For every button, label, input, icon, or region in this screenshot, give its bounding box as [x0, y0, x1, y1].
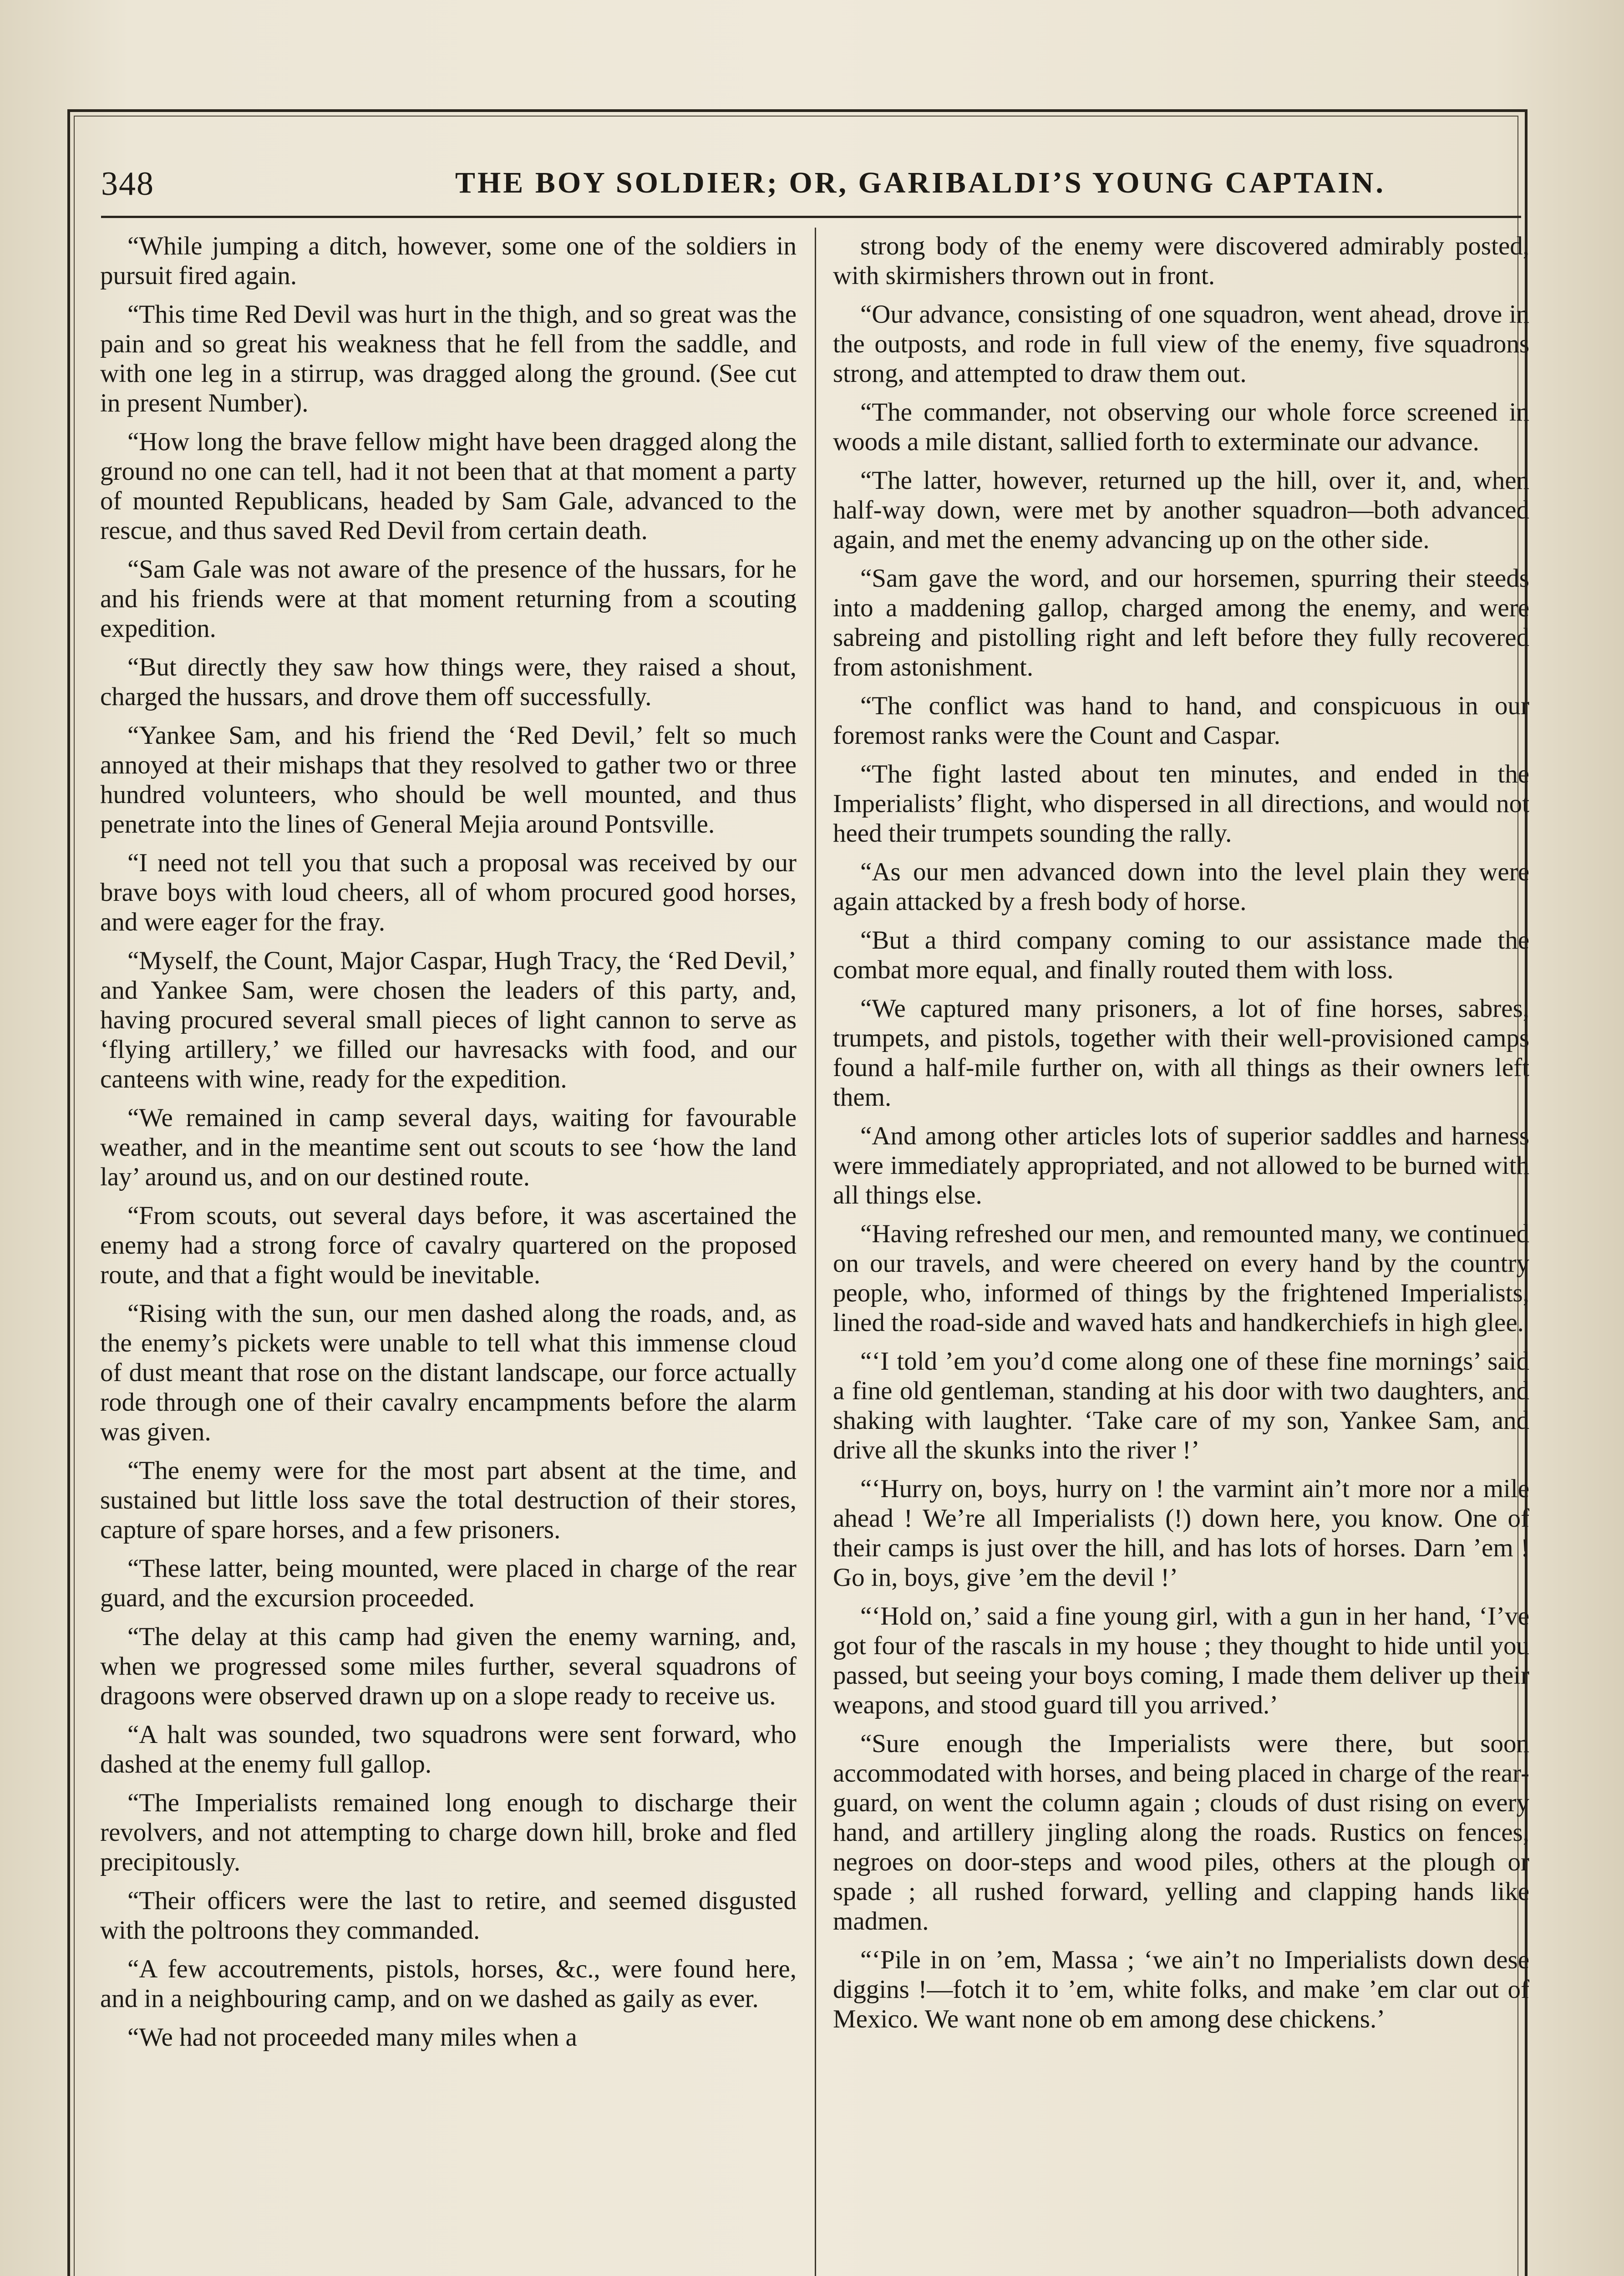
paragraph: “The enemy were for the most part absent at the time, and sustained but little loss save the total destruction of their stores, capture of spare horses, and a few prisoners.: [100, 1456, 797, 1544]
page-number: 348: [101, 165, 154, 203]
paragraph: “We remained in camp several days, waiting for favourable weather, and in the meantime sent out scouts to see ‘how the land lay’ around us, and on our destined route.: [100, 1103, 797, 1191]
paragraph: “Myself, the Count, Major Caspar, Hugh Tracy, the ‘Red Devil,’ and Yankee Sam, were chosen the leaders of this party, and, having procured several small pieces of light cannon to serve as ‘flying artillery,’ we filled our havresacks with food, and our canteens with wine, ready for the expedition.: [100, 946, 797, 1093]
paragraph: “‘I told ’em you’d come along one of these fine mornings’ said a fine old gentleman, standing at his door with two daughters, and shaking with laughter. ‘Take care of my son, Yankee Sam, and drive all the skunks into the river !’: [833, 1347, 1529, 1464]
paragraph: strong body of the enemy were discovered admirably posted, with skirmishers thrown out in front.: [833, 232, 1529, 290]
paragraph: “Yankee Sam, and his friend the ‘Red Devil,’ felt so much annoyed at their mishaps that they resolved to gather two or three hundred volunteers, who should be well mounted, and thus penetrate into the lines of General Mejia around Pontsville.: [100, 721, 797, 838]
paragraph: “‘Hurry on, boys, hurry on ! the varmint ain’t more nor a mile ahead ! We’re all Imperialists (!) down here, you know. One of their camps is just over the hill, and has lots of horses. Darn ’em ! Go in, boys, give ’em the devil !’: [833, 1474, 1529, 1592]
paragraph: “Sure enough the Imperialists were there, but soon accommodated with horses, and being placed in charge of the rear-guard, on went the column again ; clouds of dust rising on every hand, and artillery jingling along the roads. Rustics on fences, negroes on door-steps and wood piles, others at the plough or spade ; all rushed forward, yelling and clapping hands like madmen.: [833, 1729, 1529, 1936]
header-rule: [101, 216, 1521, 218]
paragraph: “The fight lasted about ten minutes, and ended in the Imperialists’ flight, who dispersed in all directions, and would not heed their trumpets sounding the rally.: [833, 760, 1529, 848]
paragraph: “Our advance, consisting of one squadron, went ahead, drove in the outposts, and rode in full view of the enemy, five squadrons strong, and attempted to draw them out.: [833, 300, 1529, 388]
left-column: [100, 231, 797, 2276]
paragraph: “I need not tell you that such a proposal was received by our brave boys with loud cheers, all of whom procured good horses, and were eager for the fray.: [100, 848, 797, 936]
column-divider: [815, 228, 816, 2276]
paragraph: “We captured many prisoners, a lot of fine horses, sabres, trumpets, and pistols, together with their well-provisioned camps found a half-mile further on, with all things as their owners left them.: [833, 994, 1529, 1112]
right-column: [833, 231, 1529, 2276]
paragraph: “Sam Gale was not aware of the presence of the hussars, for he and his friends were at that moment returning from a scouting expedition.: [100, 555, 797, 643]
paragraph: “These latter, being mounted, were placed in charge of the rear guard, and the excursion proceeded.: [100, 1554, 797, 1612]
running-title: THE BOY SOLDIER; OR, GARIBALDI’S YOUNG CAPTAIN.: [455, 166, 1386, 199]
paragraph: “A halt was sounded, two squadrons were sent forward, who dashed at the enemy full gallop.: [100, 1720, 797, 1778]
paragraph: “The delay at this camp had given the enemy warning, and, when we progressed some miles further, several squadrons of dragoons were observed drawn up on a slope ready to receive us.: [100, 1622, 797, 1710]
paragraph: “The Imperialists remained long enough to discharge their revolvers, and not attempting to charge down hill, broke and fled precipitously.: [100, 1788, 797, 1876]
paragraph: “This time Red Devil was hurt in the thigh, and so great was the pain and so great his weakness that he fell from the saddle, and with one leg in a stirrup, was dragged along the ground. (See cut in present Number).: [100, 300, 797, 417]
paragraph: “As our men advanced down into the level plain they were again attacked by a fresh body of horse.: [833, 858, 1529, 916]
paragraph: “‘Pile in on ’em, Massa ; ‘we ain’t no Imperialists down dese diggins !—fotch it to ’em, white folks, and make ’em clar out of Mexico. We want none ob em among dese chickens.’: [833, 1946, 1529, 2033]
paragraph: “We had not proceeded many miles when a: [127, 2023, 577, 2052]
paragraph: “And among other articles lots of superior saddles and harness were immediately appropriated, and not allowed to be burned with all things else.: [833, 1122, 1529, 1209]
paragraph: “While jumping a ditch, however, some one of the soldiers in pursuit fired again.: [100, 232, 797, 290]
paragraph: “The conflict was hand to hand, and conspicuous in our foremost ranks were the Count and Caspar.: [833, 691, 1529, 750]
paragraph: “But directly they saw how things were, they raised a shout, charged the hussars, and drove them off successfully.: [100, 653, 797, 711]
paragraph: “‘Hold on,’ said a fine young girl, with a gun in her hand, ‘I’ve got four of the rascals in my house ; they thought to hide until you passed, but seeing your boys coming, I made them deliver up their weapons, and stood guard till you arrived.’: [833, 1602, 1529, 1719]
paragraph: “How long the brave fellow might have been dragged along the ground no one can tell, had it not been that at that moment a party of mounted Republicans, headed by Sam Gale, advanced to the rescue, and thus saved Red Devil from certain death.: [100, 427, 797, 545]
paragraph: “A few accoutrements, pistols, horses, &c., were found here, and in a neighbouring camp, and on we dashed as gaily as ever.: [100, 1955, 797, 2013]
paragraph: “From scouts, out several days before, it was ascertained the enemy had a strong force of cavalry quartered on the proposed route, and that a fight would be inevitable.: [100, 1201, 797, 1289]
paragraph: “The commander, not observing our whole force screened in woods a mile distant, sallied forth to exterminate our advance.: [833, 398, 1529, 456]
paragraph: “Their officers were the last to retire, and seemed disgusted with the poltroons they commanded.: [100, 1886, 797, 1945]
page-header: [101, 160, 1521, 210]
paragraph: “The latter, however, returned up the hill, over it, and, when half-way down, were met by another squadron—both advanced again, and met the enemy advancing up on the other side.: [833, 466, 1529, 554]
paragraph: “Rising with the sun, our men dashed along the roads, and, as the enemy’s pickets were unable to tell what this immense cloud of dust meant that rose on the distant landscape, our force actually rode through one of their cavalry encampments before the alarm was given.: [100, 1299, 797, 1446]
paragraph: “But a third company coming to our assistance made the combat more equal, and finally routed them with loss.: [833, 926, 1529, 984]
paragraph: “Having refreshed our men, and remounted many, we continued on our travels, and were cheered on every hand by the country people, who, informed of things by the frightened Imperialists, lined the road-side and waved hats and handkerchiefs in high glee.: [833, 1219, 1529, 1337]
paragraph: “Sam gave the word, and our horsemen, spurring their steeds into a maddening gallop, charged among the enemy, and were sabreing and pistolling right and left before they fully recovered from astonishment.: [833, 564, 1529, 681]
